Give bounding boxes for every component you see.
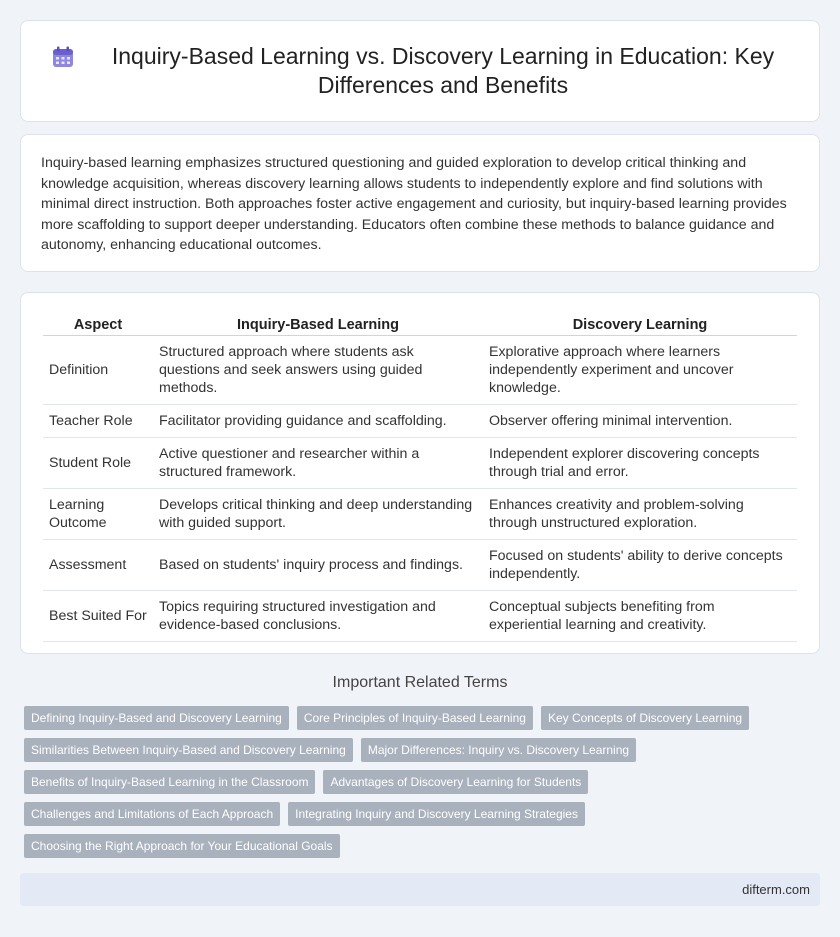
row-inquiry: Active questioner and researcher within a structured framework.	[153, 438, 483, 489]
related-terms-list	[24, 706, 814, 858]
table-row	[43, 336, 797, 405]
page-title: Inquiry-Based Learning vs. Discovery Learning in Education: Key Differences and Benefits	[111, 43, 775, 98]
row-inquiry: Based on students' inquiry process and findings.	[153, 540, 483, 591]
related-term-tag[interactable]: Choosing the Right Approach for Your Educational Goals	[24, 834, 340, 858]
table-row	[43, 489, 797, 540]
related-term-tag[interactable]: Advantages of Discovery Learning for Students	[323, 770, 588, 794]
row-aspect: Learning Outcome	[43, 489, 153, 540]
header-discovery: Discovery Learning	[483, 311, 797, 336]
row-aspect: Best Suited For	[43, 591, 153, 642]
row-aspect: Definition	[43, 336, 153, 405]
row-inquiry: Topics requiring structured investigation and evidence-based conclusions.	[153, 591, 483, 642]
row-inquiry: Develops critical thinking and deep understanding with guided support.	[153, 489, 483, 540]
related-terms-title: Important Related Terms	[332, 674, 508, 691]
table-row	[43, 591, 797, 642]
row-inquiry: Facilitator providing guidance and scaffolding.	[153, 405, 483, 438]
related-term-tag[interactable]: Key Concepts of Discovery Learning	[541, 706, 749, 730]
row-discovery: Observer offering minimal intervention.	[483, 405, 797, 438]
row-aspect: Teacher Role	[43, 405, 153, 438]
table-row	[43, 540, 797, 591]
row-aspect: Assessment	[43, 540, 153, 591]
comparison-table	[43, 311, 797, 642]
row-discovery: Focused on students' ability to derive concepts independently.	[483, 540, 797, 591]
related-term-tag[interactable]: Similarities Between Inquiry-Based and Discovery Learning	[24, 738, 353, 762]
related-term-tag[interactable]: Challenges and Limitations of Each Approach	[24, 802, 280, 826]
related-term-tag[interactable]: Integrating Inquiry and Discovery Learning Strategies	[288, 802, 585, 826]
footer-site-link[interactable]: difterm.com	[742, 882, 810, 897]
table-row	[43, 438, 797, 489]
related-term-tag[interactable]: Benefits of Inquiry-Based Learning in the Classroom	[24, 770, 315, 794]
footer	[20, 873, 820, 906]
header-card	[20, 20, 820, 122]
header-inquiry: Inquiry-Based Learning	[153, 311, 483, 336]
row-discovery: Enhances creativity and problem-solving through unstructured exploration.	[483, 489, 797, 540]
related-term-tag[interactable]: Core Principles of Inquiry-Based Learning	[297, 706, 533, 730]
intro-card	[20, 134, 820, 272]
row-discovery: Explorative approach where learners independently experiment and uncover knowledge.	[483, 336, 797, 405]
related-term-tag[interactable]: Defining Inquiry-Based and Discovery Learning	[24, 706, 289, 730]
comparison-table-card	[20, 292, 820, 654]
related-term-tag[interactable]: Major Differences: Inquiry vs. Discovery Learning	[361, 738, 636, 762]
table-row	[43, 405, 797, 438]
table-header-row	[43, 311, 797, 336]
row-inquiry: Structured approach where students ask questions and seek answers using guided methods.	[153, 336, 483, 405]
row-discovery: Independent explorer discovering concepts through trial and error.	[483, 438, 797, 489]
row-aspect: Student Role	[43, 438, 153, 489]
row-discovery: Conceptual subjects benefiting from experiential learning and creativity.	[483, 591, 797, 642]
calendar-icon	[51, 45, 75, 69]
intro-paragraph: Inquiry-based learning emphasizes structured questioning and guided exploration to develop critical thinking and knowledge acquisition, whereas discovery learning allows students to independently explore and find solutions with minimal direct instruction. Both approaches foster active engagement and curiosity, but inquiry-based learning provides more scaffolding to support deeper understanding. Educators often combine these methods to balance guidance and autonomy, enhancing educational outcomes.	[41, 155, 787, 254]
header-aspect: Aspect	[43, 311, 153, 336]
